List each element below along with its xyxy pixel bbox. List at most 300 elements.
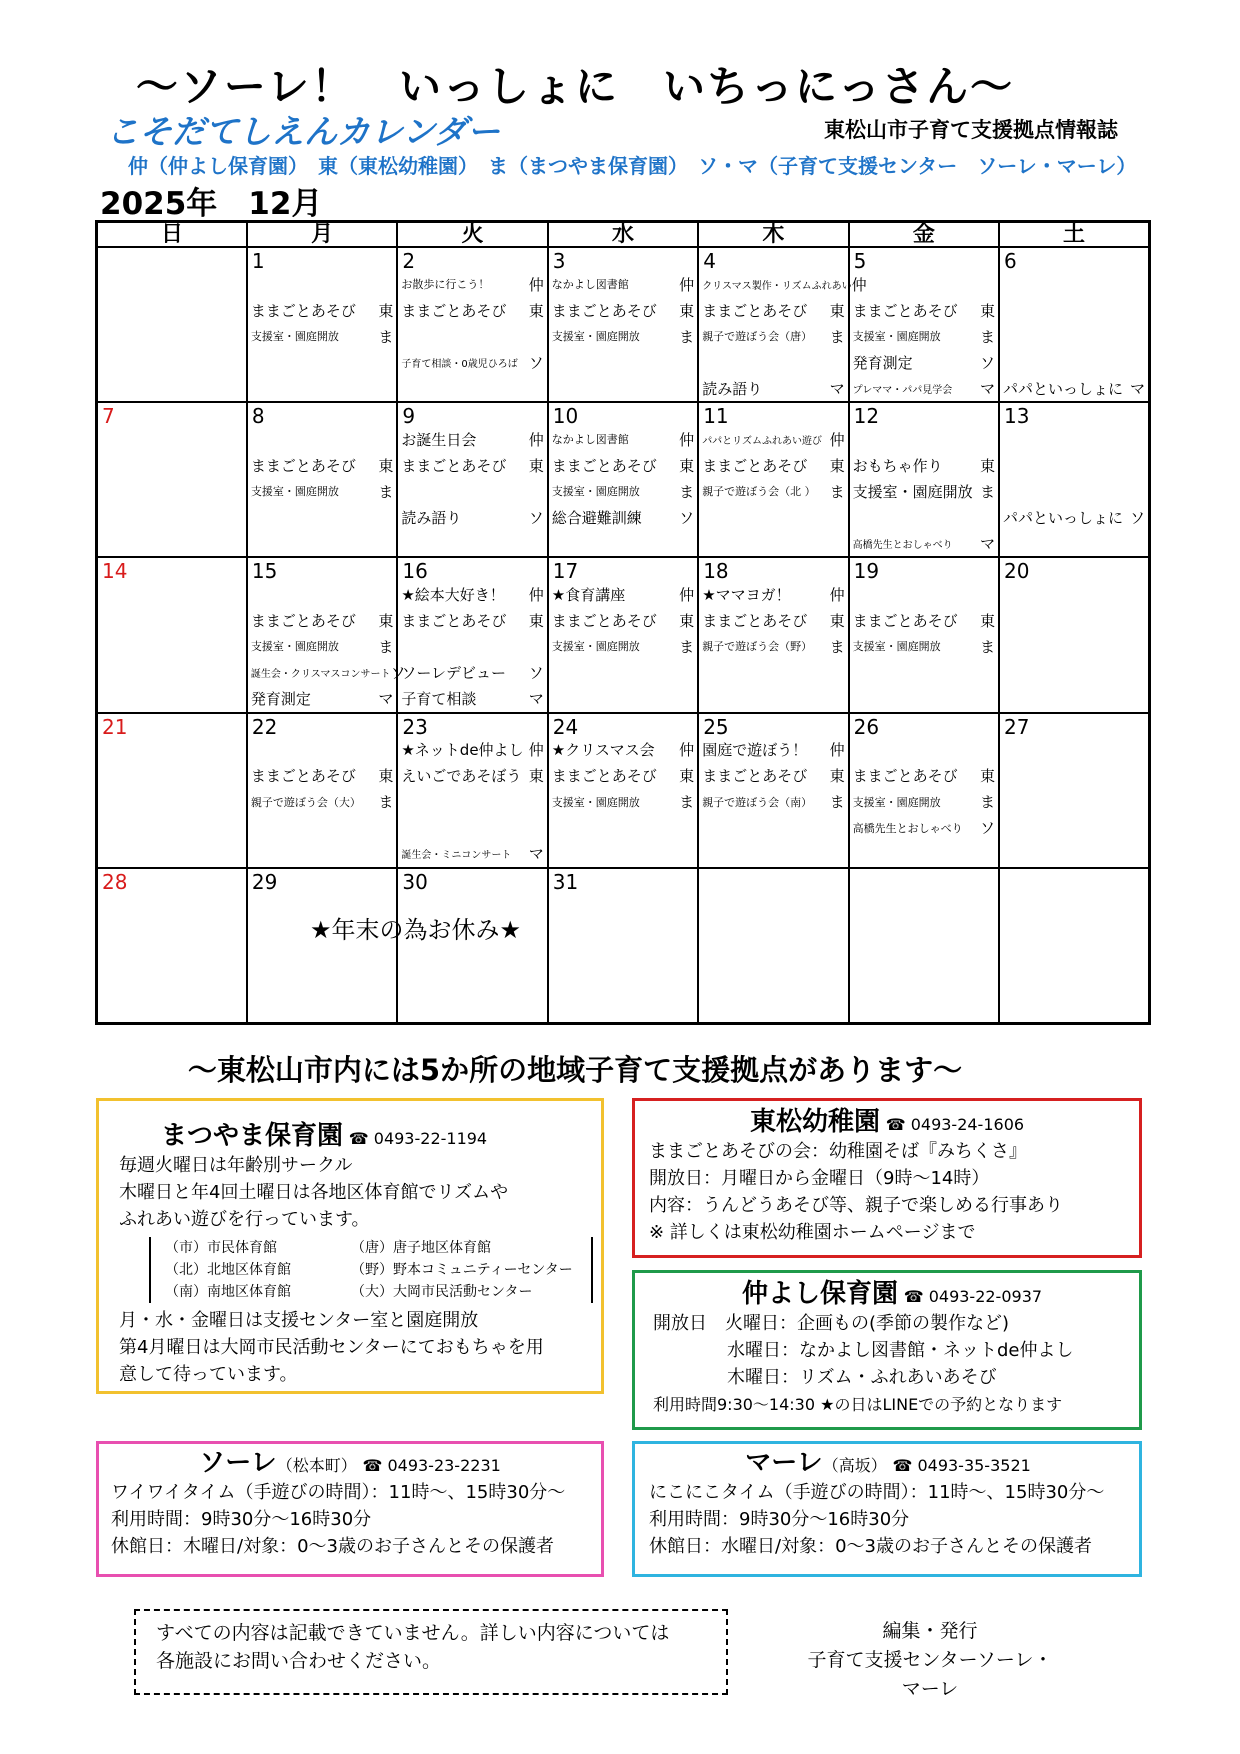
info-line: 休館日：木曜日/対象：0～3歳のお子さんとその保護者: [111, 1536, 554, 1557]
publication-name: 東松山市子育て支援拠点情報誌: [824, 118, 1118, 142]
day-number: 2: [402, 249, 416, 273]
facility-location: （高坂）: [822, 1456, 887, 1475]
facility-tag: ま: [980, 637, 996, 656]
event-title: ままごとあそび: [250, 456, 356, 475]
event-title: 高橋先生とおしゃべり: [852, 821, 963, 835]
day-number: 24: [552, 714, 579, 739]
facility-tag: ソ: [528, 508, 544, 527]
facility-tag: 東: [829, 456, 845, 475]
event-title: 誕生会・ミニコンサート: [401, 850, 512, 862]
calendar-event: [702, 634, 844, 658]
event-title: ★ネットde仲よし: [401, 741, 524, 760]
facility-tag: 仲: [829, 741, 845, 760]
event-title: 発育測定: [852, 353, 913, 372]
calendar-day-cell: [247, 713, 397, 868]
gym-item: （唐）唐子地区体育館: [351, 1240, 491, 1256]
facility-tag: 仲: [528, 741, 544, 760]
facility-tag: ま: [829, 793, 845, 812]
facility-tag: ま: [980, 327, 996, 346]
calendar-event: [401, 738, 543, 762]
facility-tag: ま: [378, 637, 394, 656]
gym-item: （市）市民体育館: [165, 1240, 277, 1256]
calendar-event: [853, 764, 995, 788]
day-number: 12: [853, 404, 880, 429]
calendar-week-row: [97, 713, 1150, 868]
calendar-event: [251, 686, 393, 710]
calendar-day-cell: [849, 868, 999, 1024]
event-title: 親子で遊ぼう会（北 ）: [702, 485, 816, 499]
event-title: 支援室・園庭開放: [250, 485, 339, 499]
calendar-event: [702, 764, 844, 788]
calendar-day-cell: [548, 247, 698, 402]
event-title: 子育て相談・0歳児ひろば: [401, 358, 518, 370]
calendar-event: [552, 479, 694, 503]
day-number: 19: [853, 559, 880, 584]
event-title: 親子で遊ぼう会（野）: [702, 640, 813, 654]
info-line: 水曜日：なかよし図書館・ネットde仲よし: [727, 1340, 1074, 1361]
day-number: 11: [703, 404, 729, 429]
calendar-event: [853, 634, 995, 658]
event-title: パパといっしょに: [1003, 508, 1124, 527]
facility-tag: ま: [679, 327, 695, 346]
phone-number: ☎ 0493-23-2231: [362, 1456, 501, 1475]
facility-tag: 東: [528, 611, 544, 630]
event-title: ★ママヨガ！: [702, 585, 791, 604]
phone-number: ☎ 0493-35-3521: [892, 1456, 1031, 1475]
facility-heading: [649, 1450, 1127, 1479]
calendar-event: [853, 531, 995, 555]
calendar-day-cell: [97, 713, 247, 868]
holiday-note: ★年末の為お休み★: [310, 916, 522, 944]
calendar-event: [853, 350, 995, 374]
calendar-day-cell: [698, 713, 848, 868]
calendar-event: [1003, 505, 1145, 529]
facility-box-mare: [632, 1441, 1142, 1577]
gym-list: [149, 1237, 593, 1303]
calendar-event: [552, 608, 694, 632]
event-title: ままごとあそび: [551, 767, 657, 786]
facility-tag: ソ: [679, 508, 695, 527]
calendar-day-cell: [698, 247, 867, 402]
calendar-day-cell: [698, 402, 848, 557]
facility-tag: マ: [528, 845, 544, 864]
facility-tag: 東: [829, 611, 845, 630]
calendar-event: [401, 298, 543, 322]
event-title: ままごとあそび: [702, 301, 808, 320]
event-title: ままごとあそび: [551, 611, 657, 630]
calendar-event: [251, 764, 393, 788]
facility-tag: ま: [679, 793, 695, 812]
calendar-event: [702, 298, 844, 322]
facility-tag: マ: [980, 534, 996, 553]
calendar-event: [552, 505, 694, 529]
event-title: ままごとあそび: [401, 611, 507, 630]
facility-tag: 東: [679, 456, 695, 475]
calendar-event: [1003, 376, 1145, 400]
info-line: ワイワイタイム（手遊びの時間）：11時～、15時30分～: [111, 1482, 566, 1503]
facility-tag: ま: [829, 637, 845, 656]
calendar-event: [401, 842, 543, 866]
calendar-event: [251, 608, 393, 632]
calendar-event: [401, 427, 543, 451]
calendar-day-cell: [397, 868, 547, 1024]
facility-box-toshou: [632, 1098, 1142, 1258]
calendar-event: [702, 427, 844, 451]
facility-name: 仲よし保育園: [741, 1279, 898, 1309]
day-number: 21: [102, 714, 128, 739]
weekday-header: 水: [548, 222, 698, 248]
calendar-week-row: [97, 868, 1150, 1024]
day-number: 10: [552, 404, 579, 429]
calendar-day-cell: [999, 247, 1149, 402]
event-title: プレママ・パパ見学会: [852, 384, 953, 396]
calendar-event: [401, 272, 543, 296]
calendar-day-cell: [247, 247, 397, 402]
calendar-event: [853, 816, 995, 840]
day-number: 7: [102, 404, 115, 429]
day-number: 18: [703, 559, 729, 584]
event-title: えいごであそぼう: [401, 767, 522, 786]
event-title: 総合避難訓練: [551, 508, 642, 527]
event-title: なかよし図書館: [551, 433, 629, 447]
calendar-event: [552, 582, 694, 606]
section-subtitle: ～東松山市内には5か所の地域子育て支援拠点があります～: [187, 1053, 963, 1087]
calendar-grid: [95, 220, 1151, 1025]
weekday-header: 金: [849, 222, 999, 248]
day-number: 31: [552, 869, 579, 894]
facility-heading: [653, 1281, 1131, 1310]
day-number: 22: [251, 714, 278, 739]
event-title: 支援室・園庭開放: [852, 640, 941, 654]
day-number: 20: [1004, 559, 1030, 584]
calendar-event: [251, 790, 393, 814]
event-title: なかよし図書館: [551, 278, 629, 291]
day-number: 16: [402, 559, 428, 584]
gym-item: （野）野本コミュニティーセンター: [351, 1262, 573, 1278]
facility-tag: 東: [980, 611, 996, 630]
facility-tag: 東: [378, 767, 394, 786]
facility-name: 東松幼稚園: [749, 1107, 880, 1137]
event-title: 読み語り: [702, 379, 763, 398]
info-line: 内容：うんどうあそび等、親子で楽しめる行事あり: [649, 1195, 1063, 1216]
info-line: 利用時間：9時30分～16時30分: [111, 1509, 372, 1530]
info-line: 開放日 火曜日：企画もの(季節の製作など): [653, 1313, 1010, 1334]
calendar-event: [702, 272, 867, 296]
weekday-header: 月: [247, 222, 397, 248]
facility-tag: ま: [378, 482, 394, 501]
calendar-event: [552, 764, 694, 788]
publisher-label: 編集・発行: [882, 1620, 978, 1642]
calendar-event: [401, 764, 543, 788]
event-title: 誕生会・クリスマスコンサート: [250, 668, 391, 680]
facility-tag: 仲: [829, 585, 845, 604]
calendar-day-cell: [397, 402, 547, 557]
event-title: 親子で遊ぼう会（大）: [250, 795, 361, 809]
calendar-day-cell: [698, 868, 848, 1024]
facility-location: （松本町）: [276, 1456, 357, 1475]
calendar-event: [702, 324, 844, 348]
event-title: 支援室・園庭開放: [852, 330, 941, 343]
facility-tag: 仲: [679, 741, 695, 760]
day-number: 1: [251, 249, 265, 273]
event-title: 支援室・園庭開放: [551, 485, 640, 499]
info-line: 木曜日：リズム・ふれあいあそび: [727, 1367, 997, 1388]
facility-tag: 東: [528, 767, 544, 786]
facility-tag: ソ: [980, 819, 996, 838]
calendar-event: [251, 479, 393, 503]
day-number: 28: [102, 869, 128, 894]
calendar-day-cell: [548, 557, 698, 712]
calendar-body: [97, 247, 1150, 1024]
facility-tag: ソ: [1129, 508, 1145, 527]
calendar-event: [552, 453, 694, 477]
facility-box-nakayoshi: [632, 1270, 1142, 1430]
facility-tag: ソ: [528, 353, 544, 372]
weekday-header: 日: [97, 222, 247, 248]
info-line: 利用時間9:30～14:30 ★の日はLINEでの予約となります: [653, 1395, 1063, 1414]
facility-tag: 東: [980, 767, 996, 786]
event-title: 高橋先生とおしゃべり: [852, 539, 953, 551]
info-line: 木曜日と年4回土曜日は各地区体育館でリズムや: [119, 1182, 509, 1203]
facility-tag: マ: [980, 379, 996, 398]
calendar-day-cell: [548, 402, 698, 557]
info-line: 第4月曜日は大岡市民活動センターにておもちゃを用: [119, 1337, 544, 1358]
event-title: 支援室・園庭開放: [852, 482, 973, 501]
facility-tag: ま: [829, 482, 845, 501]
year-month: 2025年 12月: [100, 186, 323, 222]
calendar-event: [552, 298, 694, 322]
calendar-event: [702, 479, 844, 503]
gym-item: （大）大岡市民活動センター: [351, 1284, 533, 1300]
event-title: ままごとあそび: [401, 456, 507, 475]
calendar-event: [853, 479, 995, 503]
facility-tag: 東: [378, 456, 394, 475]
facility-tag: マ: [528, 689, 544, 708]
facility-tag: ま: [378, 793, 394, 812]
calendar-event: [702, 582, 844, 606]
calendar-day-cell: [97, 557, 247, 712]
event-title: ままごとあそび: [852, 767, 958, 786]
calendar-day-cell: [397, 247, 547, 402]
calendar-week-row: [97, 557, 1150, 712]
weekday-header: 火: [397, 222, 547, 248]
facility-tag: 東: [829, 767, 845, 786]
day-number: 8: [251, 404, 265, 429]
facility-tag: 東: [679, 767, 695, 786]
day-number: 25: [703, 714, 729, 739]
calendar-event: [401, 686, 543, 710]
day-number: 13: [1004, 404, 1030, 429]
note-line: すべての内容は記載できていません。詳しい内容については: [156, 1622, 670, 1644]
event-title: ★クリスマス会: [551, 741, 655, 760]
calendar-day-cell: [397, 713, 547, 868]
facility-tag: 東: [679, 611, 695, 630]
event-title: ままごとあそび: [250, 301, 356, 320]
facility-tag: 仲: [528, 430, 544, 449]
calendar-event: [251, 453, 393, 477]
calendar-event: [702, 376, 844, 400]
facility-tag: 東: [829, 301, 845, 320]
facility-tag: 仲: [679, 585, 695, 604]
facility-tag: ま: [980, 793, 996, 812]
event-title: 発育測定: [250, 689, 311, 708]
day-number: 15: [251, 559, 278, 584]
calendar-event: [401, 660, 543, 684]
facility-tag: ま: [829, 327, 845, 346]
day-number: 26: [853, 714, 880, 739]
facility-tag: ソ: [390, 663, 406, 682]
facility-box-sole: [96, 1441, 604, 1577]
info-line: 休館日：水曜日/対象：0～3歳のお子さんとその保護者: [649, 1536, 1092, 1557]
calendar-title: こそだてしえんカレンダー: [106, 112, 500, 151]
calendar-day-cell: [548, 713, 698, 868]
calendar-event: [853, 608, 995, 632]
facility-tag: ま: [679, 637, 695, 656]
calendar-event: [401, 453, 543, 477]
event-title: 支援室・園庭開放: [551, 640, 640, 654]
info-line: 意して待っています。: [119, 1364, 298, 1385]
event-title: ままごとあそび: [852, 611, 958, 630]
calendar-event: [853, 790, 995, 814]
calendar-event: [853, 298, 995, 322]
calendar-event: [702, 608, 844, 632]
facility-tag: ソ: [980, 353, 996, 372]
facility-tag: ま: [378, 327, 394, 346]
event-title: ままごとあそび: [401, 301, 507, 320]
event-title: パパとリズムふれあい遊び: [702, 435, 822, 447]
calendar-day-cell: [548, 868, 698, 1024]
phone-number: ☎ 0493-22-0937: [903, 1287, 1043, 1306]
facility-tag: 東: [378, 301, 394, 320]
info-line: ふれあい遊びを行っています。: [119, 1209, 370, 1230]
facility-tag: 東: [980, 456, 996, 475]
event-title: お誕生日会: [401, 430, 477, 449]
calendar-event: [552, 427, 694, 451]
disclaimer-note: [134, 1609, 728, 1695]
day-number: 4: [703, 249, 716, 273]
event-title: パパといっしょに: [1003, 379, 1124, 398]
facility-tag: ま: [679, 482, 695, 501]
note-line: 各施設にお問い合わせください。: [156, 1650, 442, 1672]
day-number: 9: [402, 404, 416, 429]
facility-tag: マ: [829, 379, 845, 398]
info-line: ※ 詳しくは東松幼稚園ホームページまで: [649, 1222, 976, 1243]
info-line: 毎週火曜日は年齢別サークル: [119, 1155, 353, 1176]
calendar-event: [401, 608, 543, 632]
calendar-week-row: [97, 402, 1150, 557]
calendar-day-cell: [247, 868, 397, 1024]
facility-name: ソーレ: [199, 1448, 277, 1478]
event-title: 子育て相談: [401, 689, 477, 708]
publisher-name: 子育て支援センターソーレ・マーレ: [807, 1649, 1053, 1700]
facility-tag: 仲: [528, 275, 544, 294]
calendar-event: [853, 376, 995, 400]
weekday-header: 木: [698, 222, 848, 248]
day-number: 5: [853, 249, 867, 273]
event-title: 親子で遊ぼう会（南）: [702, 795, 813, 809]
facility-tag: 仲: [528, 585, 544, 604]
facility-name: マーレ: [745, 1448, 823, 1478]
gym-item: （南）南地区体育館: [165, 1284, 291, 1300]
calendar-day-cell: [849, 247, 999, 402]
facility-tag: 仲: [679, 430, 695, 449]
facility-tag: 東: [679, 301, 695, 320]
weekday-header-row: [97, 222, 1150, 248]
facility-tag: 東: [528, 301, 544, 320]
phone-number: ☎ 0493-24-1606: [885, 1115, 1025, 1134]
event-title: ままごとあそび: [250, 611, 356, 630]
calendar-event: [251, 324, 393, 348]
event-title: ★食育講座: [551, 585, 626, 604]
calendar-day-cell: [397, 557, 547, 712]
calendar-day-cell: [849, 402, 999, 557]
facility-tag: 仲: [679, 275, 695, 294]
calendar-event: [251, 298, 393, 322]
day-number: 6: [1004, 249, 1017, 273]
event-title: ままごとあそび: [702, 767, 808, 786]
calendar-day-cell: [247, 557, 406, 712]
calendar-day-cell: [999, 713, 1149, 868]
calendar-day-cell: [97, 402, 247, 557]
event-title: 支援室・園庭開放: [250, 330, 339, 343]
event-title: 園庭で遊ぼう！: [702, 741, 808, 760]
facility-tag: 東: [528, 456, 544, 475]
calendar-week-row: [97, 247, 1150, 402]
info-line: にこにこタイム（手遊びの時間）：11時～、15時30分～: [649, 1482, 1105, 1503]
event-title: ままごとあそび: [551, 301, 657, 320]
facility-tag: マ: [378, 689, 394, 708]
facility-tag: ま: [980, 482, 996, 501]
calendar-day-cell: [849, 557, 999, 712]
event-title: 支援室・園庭開放: [250, 640, 339, 654]
event-title: ままごとあそび: [250, 767, 356, 786]
facility-tag: 仲: [829, 430, 845, 449]
facility-heading: [649, 1109, 1125, 1138]
event-title: ままごとあそび: [702, 611, 808, 630]
info-line: ままごとあそびの会：幼稚園そば『みちくさ』: [649, 1141, 1027, 1162]
day-number: 14: [102, 559, 128, 584]
calendar-event: [702, 453, 844, 477]
info-line: 開放日：月曜日から金曜日（9時～14時）: [649, 1168, 990, 1189]
day-number: 30: [402, 869, 428, 894]
calendar-event: [552, 790, 694, 814]
calendar-event: [702, 738, 844, 762]
event-title: 親子で遊ぼう会（唐）: [702, 330, 813, 343]
facility-tag: ソ: [528, 663, 544, 682]
info-line: 月・水・金曜日は支援センター室と園庭開放: [119, 1310, 479, 1331]
calendar-day-cell: [849, 713, 999, 868]
event-title: お散歩に行こう！: [401, 278, 490, 291]
event-title: 支援室・園庭開放: [852, 795, 941, 809]
calendar-event: [552, 738, 694, 762]
calendar-event: [853, 453, 995, 477]
calendar-event: [552, 324, 694, 348]
calendar-day-cell: [247, 402, 397, 557]
day-number: 23: [402, 714, 428, 739]
page-title: ～ソーレ！ いっしょに いちっにっさん～: [135, 62, 1015, 111]
calendar-event: [853, 324, 995, 348]
calendar-event: [702, 790, 844, 814]
event-title: クリスマス製作・リズムふれあい: [702, 280, 852, 292]
facility-tag: 東: [980, 301, 996, 320]
day-number: 3: [552, 249, 566, 273]
facility-legend: 仲（仲よし保育園） 東（東松幼稚園） ま（まつやま保育園） ソ・マ（子育て支援センター ソーレ・マーレ）: [128, 154, 1137, 178]
gym-item: （北）北地区体育館: [165, 1262, 291, 1278]
event-title: 読み語り: [401, 508, 462, 527]
calendar-day-cell: [97, 868, 247, 1024]
day-number: 29: [251, 869, 278, 894]
calendar-event: [401, 582, 543, 606]
